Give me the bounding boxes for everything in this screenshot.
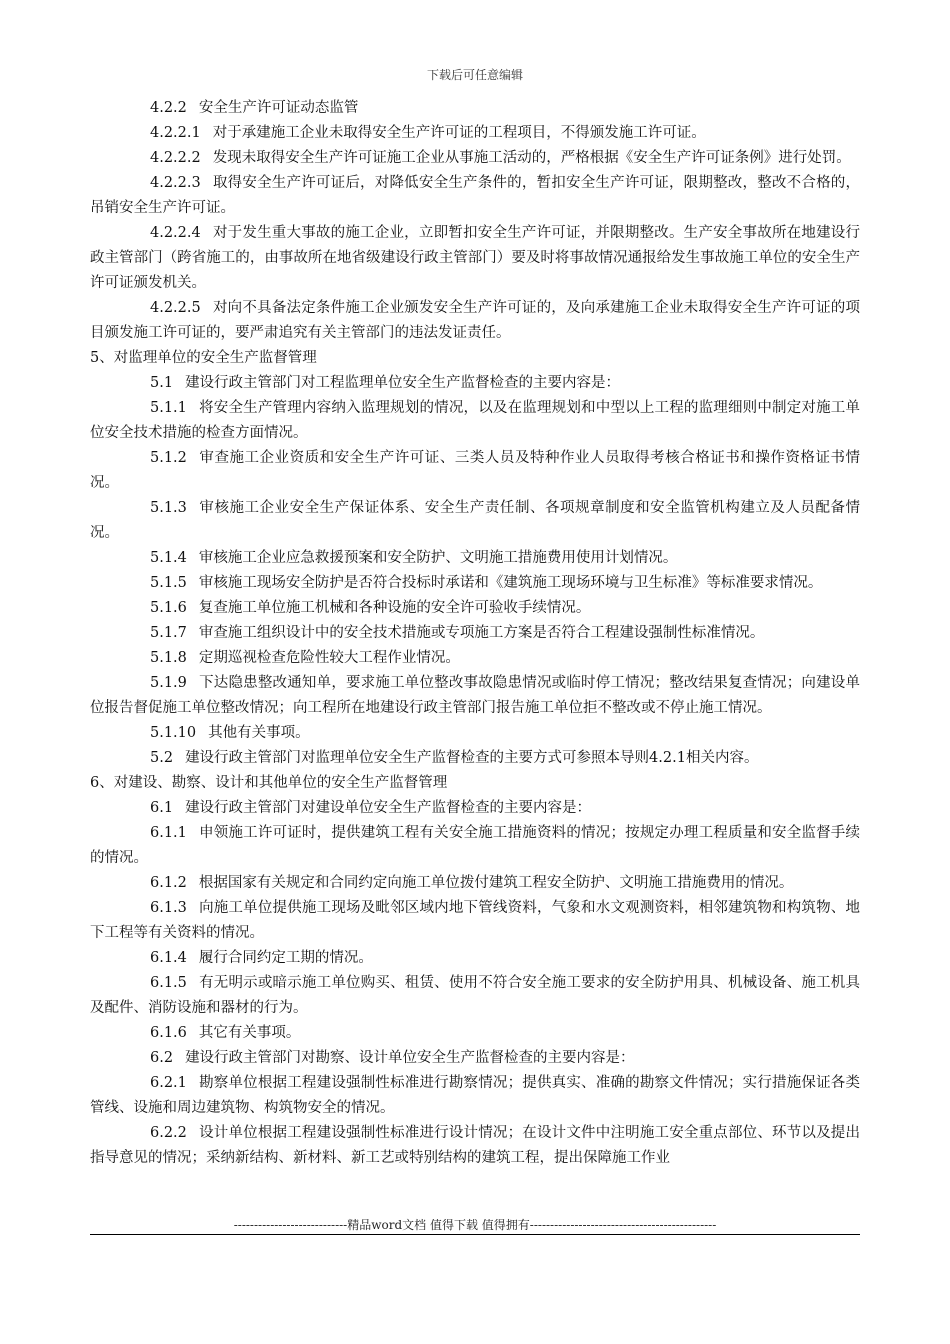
clause-text: 对于承建施工企业未取得安全生产许可证的工程项目，不得颁发施工许可证。 <box>212 125 706 141</box>
clause-text: 审查施工组织设计中的安全技术措施或专项施工方案是否符合工程建设强制性标准情况。 <box>198 625 765 641</box>
clause-text: 有无明示或暗示施工单位购买、租赁、使用不符合安全施工要求的安全防护用具、机械设备、施工机具及配件、消防设施和器材的行为。 <box>90 975 860 1016</box>
clause-number: 5.1.2 <box>150 450 187 466</box>
clause-paragraph <box>90 371 860 396</box>
clause-paragraph <box>90 646 860 671</box>
clause-number: 5.1 <box>150 375 174 391</box>
section-heading <box>90 771 860 796</box>
document-body <box>90 96 860 1171</box>
clause-text: 建设行政主管部门对勘察、设计单位安全生产监督检查的主要内容是： <box>185 1050 635 1066</box>
clause-paragraph <box>90 546 860 571</box>
clause-paragraph <box>90 671 860 721</box>
clause-number: 5.1.7 <box>150 625 187 641</box>
clause-paragraph <box>90 1121 860 1171</box>
clause-number: 6.1.3 <box>150 900 187 916</box>
clause-paragraph <box>90 121 860 146</box>
clause-paragraph <box>90 496 860 546</box>
footer-rule <box>90 1234 860 1235</box>
clause-paragraph <box>90 146 860 171</box>
clause-paragraph <box>90 1046 860 1071</box>
page-footer: ----------------------------精品word文档 值得下载 值得拥有---------------------------------------------- <box>233 1218 717 1232</box>
clause-number: 6.2.1 <box>150 1075 187 1091</box>
clause-paragraph <box>90 871 860 896</box>
clause-paragraph <box>90 821 860 871</box>
clause-text: 将安全生产管理内容纳入监理规划的情况，以及在监理规划和中型以上工程的监理细则中制定对施工单位安全技术措施的检查方面情况。 <box>90 400 860 441</box>
clause-text: 审查施工企业资质和安全生产许可证、三类人员及特种作业人员取得考核合格证书和操作资格证书情况。 <box>90 450 860 491</box>
clause-text: 审核施工现场安全防护是否符合投标时承诺和《建筑施工现场环境与卫生标准》等标准要求情况。 <box>198 575 823 591</box>
clause-number: 6.2 <box>150 1050 174 1066</box>
section-heading <box>90 346 860 371</box>
clause-text: 审核施工企业安全生产保证体系、安全生产责任制、各项规章制度和安全监管机构建立及人员配备情况。 <box>90 500 860 541</box>
clause-paragraph <box>90 721 860 746</box>
clause-number: 5.1.5 <box>150 575 187 591</box>
clause-number: 5.1.6 <box>150 600 187 616</box>
clause-number: 6.1.1 <box>150 825 187 841</box>
clause-text: 复查施工单位施工机械和各种设施的安全许可验收手续情况。 <box>198 600 591 616</box>
clause-text: 6、对建设、勘察、设计和其他单位的安全生产监督管理 <box>90 775 448 791</box>
clause-number: 5.1.1 <box>150 400 187 416</box>
clause-paragraph <box>90 746 860 771</box>
clause-number: 4.2.2.3 <box>150 175 201 191</box>
clause-number: 5.1.9 <box>150 675 187 691</box>
page-header: 下载后可任意编辑 <box>426 68 523 82</box>
clause-paragraph <box>90 571 860 596</box>
clause-number: 4.2.2.4 <box>150 225 201 241</box>
clause-number: 4.2.2.5 <box>150 300 201 316</box>
clause-paragraph <box>90 446 860 496</box>
clause-paragraph <box>90 396 860 446</box>
clause-number: 6.1 <box>150 800 174 816</box>
clause-number: 6.2.2 <box>150 1125 187 1141</box>
clause-text: 勘察单位根据工程建设强制性标准进行勘察情况；提供真实、准确的勘察文件情况；实行措施保证各类管线、设施和周边建筑物、构筑物安全的情况。 <box>90 1075 860 1116</box>
clause-paragraph <box>90 1021 860 1046</box>
clause-paragraph <box>90 1071 860 1121</box>
clause-paragraph <box>90 896 860 946</box>
clause-number: 4.2.2.2 <box>150 150 201 166</box>
clause-paragraph <box>90 621 860 646</box>
clause-text: 对于发生重大事故的施工企业，立即暂扣安全生产许可证，并限期整改。生产安全事故所在地建设行政主管部门（跨省施工的，由事故所在地省级建设行政主管部门）要及时将事故情况通报给发生事故施工单位的安全生产许可证颁发机关。 <box>90 225 860 291</box>
clause-number: 5.1.8 <box>150 650 187 666</box>
clause-text: 定期巡视检查危险性较大工程作业情况。 <box>198 650 460 666</box>
clause-text: 根据国家有关规定和合同约定向施工单位拨付建筑工程安全防护、文明施工措施费用的情况。 <box>198 875 794 891</box>
clause-text: 对向不具备法定条件施工企业颁发安全生产许可证的，及向承建施工企业未取得安全生产许可证的项目颁发施工许可证的，要严肃追究有关主管部门的违法发证责任。 <box>90 300 860 341</box>
clause-paragraph <box>90 296 860 346</box>
clause-paragraph <box>90 221 860 296</box>
clause-text: 申领施工许可证时，提供建筑工程有关安全施工措施资料的情况；按规定办理工程质量和安全监督手续的情况。 <box>90 825 860 866</box>
clause-number: 6.1.5 <box>150 975 187 991</box>
clause-paragraph <box>90 946 860 971</box>
clause-number: 6.1.4 <box>150 950 187 966</box>
clause-paragraph <box>90 171 860 221</box>
clause-text: 其它有关事项。 <box>198 1025 301 1041</box>
clause-number: 6.1.6 <box>150 1025 187 1041</box>
clause-number: 4.2.2.1 <box>150 125 201 141</box>
clause-number: 4.2.2 <box>150 100 187 116</box>
clause-text: 履行合同约定工期的情况。 <box>198 950 373 966</box>
clause-text: 安全生产许可证动态监管 <box>198 100 359 116</box>
clause-text: 审核施工企业应急救援预案和安全防护、文明施工措施费用使用计划情况。 <box>198 550 678 566</box>
clause-text: 其他有关事项。 <box>208 725 310 741</box>
clause-text: 下达隐患整改通知单，要求施工单位整改事故隐患情况或临时停工情况；整改结果复查情况；向建设单位报告督促施工单位整改情况；向工程所在地建设行政主管部门报告施工单位拒不整改或不停止施工情况。 <box>90 675 860 716</box>
clause-paragraph <box>90 596 860 621</box>
clause-number: 5.1.10 <box>150 725 197 741</box>
clause-text: 建设行政主管部门对建设单位安全生产监督检查的主要内容是： <box>185 800 592 816</box>
clause-number: 5.1.3 <box>150 500 187 516</box>
clause-text: 建设行政主管部门对监理单位安全生产监督检查的主要方式可参照本导则4.2.1相关内容。 <box>185 750 759 766</box>
clause-number: 5.2 <box>150 750 174 766</box>
clause-text: 取得安全生产许可证后，对降低安全生产条件的，暂扣安全生产许可证，限期整改，整改不合格的，吊销安全生产许可证。 <box>90 175 860 216</box>
clause-text: 向施工单位提供施工现场及毗邻区域内地下管线资料，气象和水文观测资料，相邻建筑物和构筑物、地下工程等有关资料的情况。 <box>90 900 860 941</box>
clause-text: 设计单位根据工程建设强制性标准进行设计情况；在设计文件中注明施工安全重点部位、环节以及提出指导意见的情况；采纳新结构、新材料、新工艺或特别结构的建筑工程，提出保障施工作业 <box>90 1125 860 1166</box>
clause-paragraph <box>90 971 860 1021</box>
clause-paragraph <box>90 796 860 821</box>
clause-number: 5.1.4 <box>150 550 187 566</box>
clause-paragraph <box>90 96 860 121</box>
clause-text: 发现未取得安全生产许可证施工企业从事施工活动的，严格根据《安全生产许可证条例》进行处罚。 <box>212 150 851 166</box>
clause-text: 5、对监理单位的安全生产监督管理 <box>90 350 317 366</box>
clause-text: 建设行政主管部门对工程监理单位安全生产监督检查的主要内容是： <box>185 375 621 391</box>
clause-number: 6.1.2 <box>150 875 187 891</box>
